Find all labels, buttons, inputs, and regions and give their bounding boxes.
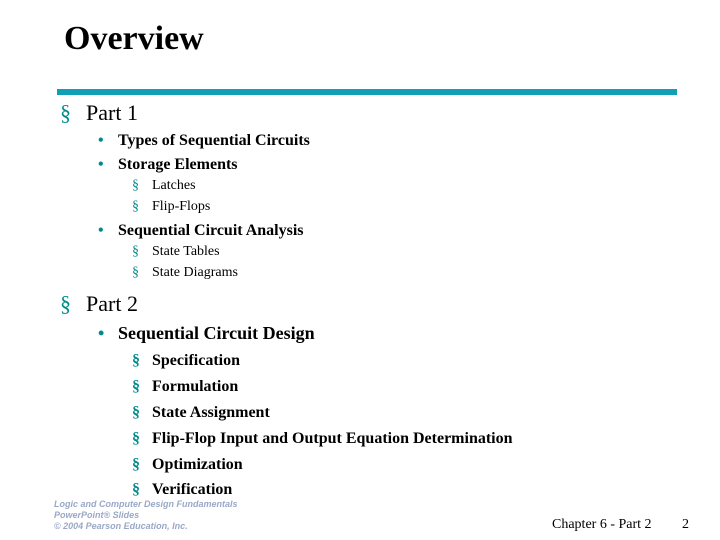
square-bullet-icon: § bbox=[60, 100, 71, 125]
sub-list-item bbox=[132, 352, 240, 370]
dot-bullet-icon: • bbox=[98, 222, 104, 239]
part2-label: Part 2 bbox=[86, 291, 138, 316]
sub-list-item-label: Formulation bbox=[152, 378, 239, 395]
part1-label: Part 1 bbox=[86, 100, 138, 125]
sub-list-item-label: Verification bbox=[152, 481, 233, 498]
dot-bullet-icon: • bbox=[98, 323, 105, 343]
list-item bbox=[98, 323, 315, 344]
sub-list-item bbox=[132, 456, 243, 474]
list-item bbox=[98, 222, 304, 240]
dot-bullet-icon: • bbox=[98, 132, 104, 149]
square-bullet-icon: § bbox=[132, 244, 139, 259]
sub-list-item-label: State Tables bbox=[152, 244, 220, 259]
list-item bbox=[98, 132, 310, 150]
publisher-logo bbox=[54, 499, 238, 532]
slide-title: Overview bbox=[64, 20, 204, 57]
list-item-label: Sequential Circuit Analysis bbox=[118, 222, 304, 239]
list-item-label: Storage Elements bbox=[118, 156, 238, 173]
list-item-label: Types of Sequential Circuits bbox=[118, 132, 310, 149]
sub-list-item-label: State Assignment bbox=[152, 404, 270, 421]
list-item bbox=[98, 156, 238, 174]
square-bullet-icon: § bbox=[132, 430, 140, 447]
chapter-footer: Chapter 6 - Part 2 bbox=[552, 517, 652, 532]
sub-list-item-label: Flip-Flop Input and Output Equation Determination bbox=[152, 430, 513, 447]
logo-line: © 2004 Pearson Education, Inc. bbox=[54, 521, 188, 531]
list-item-label: Sequential Circuit Design bbox=[118, 323, 315, 343]
square-bullet-icon: § bbox=[132, 178, 139, 193]
part2-heading bbox=[60, 291, 138, 317]
square-bullet-icon: § bbox=[132, 378, 140, 395]
sub-list-item-label: Optimization bbox=[152, 456, 243, 473]
square-bullet-icon: § bbox=[132, 352, 140, 369]
sub-list-item-label: Flip-Flops bbox=[152, 199, 211, 214]
sub-list-item-label: State Diagrams bbox=[152, 265, 238, 280]
page-number: 2 bbox=[682, 517, 689, 532]
square-bullet-icon: § bbox=[132, 456, 140, 473]
sub-list-item bbox=[132, 244, 220, 260]
square-bullet-icon: § bbox=[132, 404, 140, 421]
sub-list-item bbox=[132, 404, 270, 422]
sub-list-item bbox=[132, 378, 238, 396]
square-bullet-icon: § bbox=[132, 265, 139, 280]
square-bullet-icon: § bbox=[132, 481, 140, 498]
sub-list-item bbox=[132, 481, 232, 499]
part1-heading bbox=[60, 100, 138, 126]
sub-list-item-label: Specification bbox=[152, 352, 240, 369]
sub-list-item-label: Latches bbox=[152, 178, 196, 193]
sub-list-item bbox=[132, 430, 513, 448]
sub-list-item bbox=[132, 199, 210, 215]
dot-bullet-icon: • bbox=[98, 156, 104, 173]
logo-line: Logic and Computer Design Fundamentals bbox=[54, 499, 238, 509]
square-bullet-icon: § bbox=[132, 199, 139, 214]
logo-line: PowerPoint® Slides bbox=[54, 510, 140, 520]
sub-list-item bbox=[132, 178, 196, 194]
sub-list-item bbox=[132, 265, 238, 281]
square-bullet-icon: § bbox=[60, 291, 71, 316]
title-divider bbox=[57, 89, 677, 95]
